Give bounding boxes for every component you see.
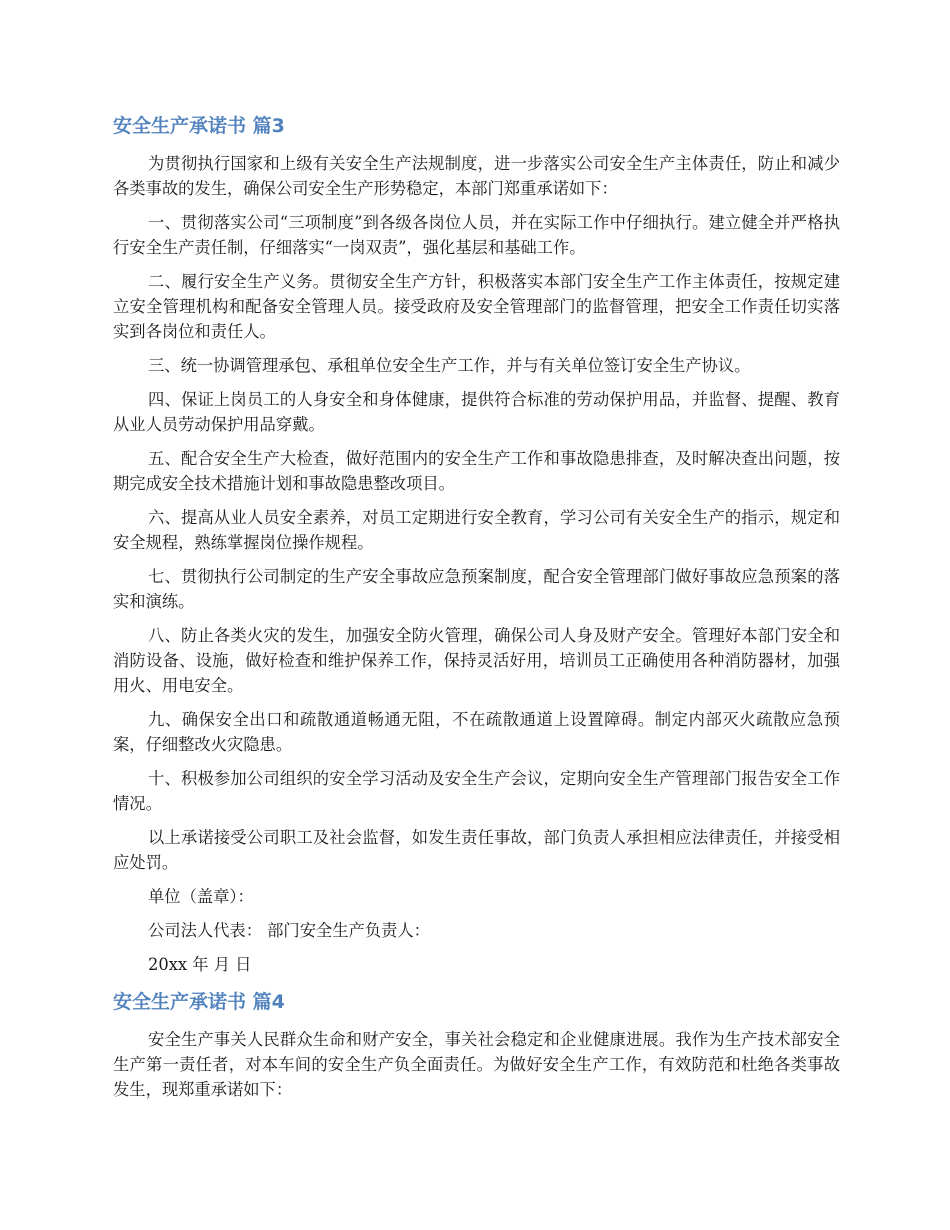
commitment-item-8: 八、防止各类火灾的发生，加强安全防火管理，确保公司人身及财产安全。管理好本部门安全和消防设备、设施，做好检查和维护保养工作，保持灵活好用，培训员工正确使用各种消防器材，加强用火、用电安全。 <box>113 626 840 695</box>
supervision-statement: 以上承诺接受公司职工及社会监督，如发生责任事故，部门负责人承担相应法律责任，并接受相应处罚。 <box>113 828 840 872</box>
commitment-item-9: 九、确保安全出口和疏散通道畅通无阻，不在疏散通道上设置障碍。制定内部灭火疏散应急预案，仔细整改火灾隐患。 <box>113 710 840 754</box>
signature-legal-rep: 公司法人代表： 部门安全生产负责人： <box>148 921 430 940</box>
commitment-item-1: 一、贯彻落实公司“三项制度”到各级各岗位人员，并在实际工作中仔细执行。建立健全并严格执行安全生产责任制，仔细落实“一岗双责”，强化基层和基础工作。 <box>113 213 840 257</box>
commitment-item-4: 四、保证上岗员工的人身安全和身体健康，提供符合标准的劳动保护用品，并监督、提醒、教育从业人员劳动保护用品穿戴。 <box>113 390 840 434</box>
commitment-item-6: 六、提高从业人员安全素养，对员工定期进行安全教育，学习公司有关安全生产的指示，规定和安全规程，熟练掌握岗位操作规程。 <box>113 508 840 552</box>
section-3-title: 安全生产承诺书 篇3 <box>113 115 285 137</box>
commitment-item-2: 二、履行安全生产义务。贯彻安全生产方针，积极落实本部门安全生产工作主体责任，按规定建立安全管理机构和配备安全管理人员。接受政府及安全管理部门的监督管理，把安全工作责任切实落实到各岗位和责任人。 <box>113 272 840 341</box>
commitment-item-10: 十、积极参加公司组织的安全学习活动及安全生产会议，定期向安全生产管理部门报告安全工作情况。 <box>113 769 840 813</box>
commitment-item-7: 七、贯彻执行公司制定的生产安全事故应急预案制度，配合安全管理部门做好事故应急预案的落实和演练。 <box>113 567 840 611</box>
commitment-item-5: 五、配合安全生产大检查，做好范围内的安全生产工作和事故隐患排查，及时解决查出问题，按期完成安全技术措施计划和事故隐患整改项目。 <box>113 449 840 493</box>
signature-unit: 单位（盖章）： <box>148 887 254 906</box>
signature-date: 20xx 年 月 日 <box>148 955 252 974</box>
document-page <box>113 112 840 1102</box>
section-4-title: 安全生产承诺书 篇4 <box>113 991 285 1013</box>
section-3-intro: 为贯彻执行国家和上级有关安全生产法规制度，进一步落实公司安全生产主体责任，防止和减少各类事故的发生，确保公司安全生产形势稳定，本部门郑重承诺如下： <box>113 154 840 198</box>
section-4-intro: 安全生产事关人民群众生命和财产安全，事关社会稳定和企业健康进展。我作为生产技术部安全生产第一责任者，对本车间的安全生产负全面责任。为做好安全生产工作，有效防范和杜绝各类事故发生，现郑重承诺如下： <box>113 1030 840 1099</box>
commitment-item-3: 三、统一协调管理承包、承租单位安全生产工作，并与有关单位签订安全生产协议。 <box>148 356 751 375</box>
